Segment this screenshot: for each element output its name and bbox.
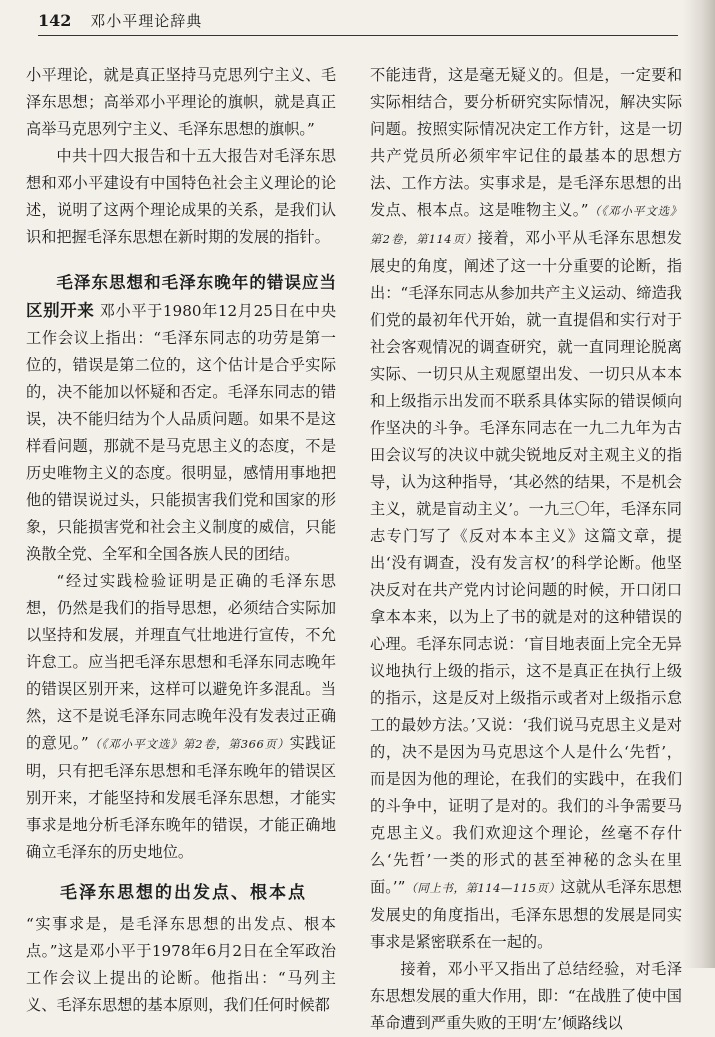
quote-text: 不能违背，这是毫无疑义的。但是，一定要和实际相结合，要分析研究实际情况，解决实际问题。按照实际情况决定工作方针，这是一切共产党员所必须牢牢记住的最基本的思想方法、工作方法。实事求是，是毛泽东思想的出发点、根本点。这是唯物主义。” bbox=[370, 66, 682, 219]
entry-headword: 毛泽东思想的出发点、根本点 bbox=[60, 883, 307, 903]
paragraph-text: 这就从毛泽东思想发展史的角度指出，毛泽东思想的发展是同实事求是紧密联系在一起的。 bbox=[370, 878, 682, 951]
citation: （同上书，第114—115页） bbox=[405, 881, 561, 895]
paragraph-text: 实践证明，只有把毛泽东思想和毛泽东晚年的错误区别开来，才能坚持和发展毛泽东思想，才能实事求是地分析毛泽东晚年的错误，才能正确地确立毛泽东的历史地位。 bbox=[26, 734, 336, 861]
page-number: 142 bbox=[38, 11, 72, 30]
citation: （《邓小平文选》第2卷，第114页） bbox=[370, 204, 683, 246]
entry-headword: 毛泽东思想和毛泽东晚年的错误应当区别开来 bbox=[26, 273, 336, 320]
quote-text: “经过实践检验证明是正确的毛泽东思想，仍然是我们的指导思想，必须结合实际加以坚持和发展，并理直气壮地进行宣传，不允许怠工。应当把毛泽东思想和毛泽东同志晚年的错误区别开来，这样可以避免许多混乱。当然，这不是说毛泽东同志晚年没有发表过正确的意见。” bbox=[26, 572, 336, 752]
entry-body: 邓小平于1980年12月25日在中央工作会议上指出：“毛泽东同志的功劳是第一位的，错误是第二位的，这个估计是合乎实际的，决不能加以怀疑和否定。毛泽东同志的错误，决不能归结为个人品质问题。如果不是这样看问题，那就不是马克思主义的态度，不是历史唯物主义的态度。很明显，感情用事地把他的错误说过头，只能损害我们党和国家的形象，只能损害党和社会主义制度的威信，只能涣散全党、全军和全国各族人民的团结。 bbox=[26, 302, 337, 563]
paragraph: 接着，邓小平又指出了总结经验，对毛泽东思想发展的重大作用，即：“在战胜了使中国革命遭到严重失败的王明‘左’倾路线以 bbox=[370, 960, 682, 1032]
paragraph bbox=[370, 62, 682, 956]
paragraph: 小平理论，就是真正坚持马克思列宁主义、毛泽东思想；高举邓小平理论的旗帜，就是真正高举马克思列宁主义、毛泽东思想的旗帜。” bbox=[26, 66, 336, 138]
dictionary-entry bbox=[26, 269, 336, 568]
page-spine-shadow bbox=[683, 0, 715, 968]
left-column bbox=[26, 62, 336, 1019]
paragraph: “实事求是，是毛泽东思想的出发点、根本点。”这是邓小平于1978年6月2日在全军政治工作会议上提出的论断。他指出：“马列主义、毛泽东思想的基本原则，我们任何时候都 bbox=[26, 915, 336, 1014]
right-column bbox=[370, 62, 682, 1037]
paragraph-text: 接着，邓小平从毛泽东思想发展史的角度，阐述了这一十分重要的论断，指出：“毛泽东同志从参加共产主义运动、缔造我们党的最初年代开始，就一直提倡和实行对于社会客观情况的调查研究，就一直同理论脱离实际、一切只从主观愿望出发、一切只从本本和上级指示出发而不联系具体实际的错误倾向作坚决的斗争。毛泽东同志在一九二九年为古田会议写的决议中就尖锐地反对主观主义的指导，认为这种指导，‘其必然的结果，不是机会主义，就是盲动主义’。一九三〇年，毛泽东同志专门写了《反对本本主义》这篇文章，提出‘没有调查，没有发言权’的科学论断。他坚决反对在共产党内讨论问题的时候，开口闭口拿本本来，以为上了书的就是对的这种错误的心理。毛泽东同志说：‘盲目地表面上完全无异议地执行上级的指示，这不是真正在执行上级的指示，这是反对上级指示或者对上级指示怠工的最妙方法。’又说：‘我们说马克思主义是对的，决不是因为马克思这个人是什么‘先哲’，而是因为他的理论，在我们的实践中，在我们的斗争中，证明了是对的。我们的斗争需要马克思主义。我们欢迎这个理论，丝毫不存什么‘先哲’一类的形式的甚至神秘的念头在里面。’” bbox=[370, 229, 682, 896]
citation: （《邓小平文选》第2卷，第366页） bbox=[88, 737, 290, 751]
paragraph: 中共十四大报告和十五大报告对毛泽东思想和邓小平建设有中国特色社会主义理论的论述，说明了这两个理论成果的关系，是我们认识和把握毛泽东思想在新时期的发展的指针。 bbox=[26, 147, 336, 246]
paragraph bbox=[26, 568, 336, 866]
page-header bbox=[38, 9, 678, 36]
running-title: 邓小平理论辞典 bbox=[90, 12, 203, 30]
